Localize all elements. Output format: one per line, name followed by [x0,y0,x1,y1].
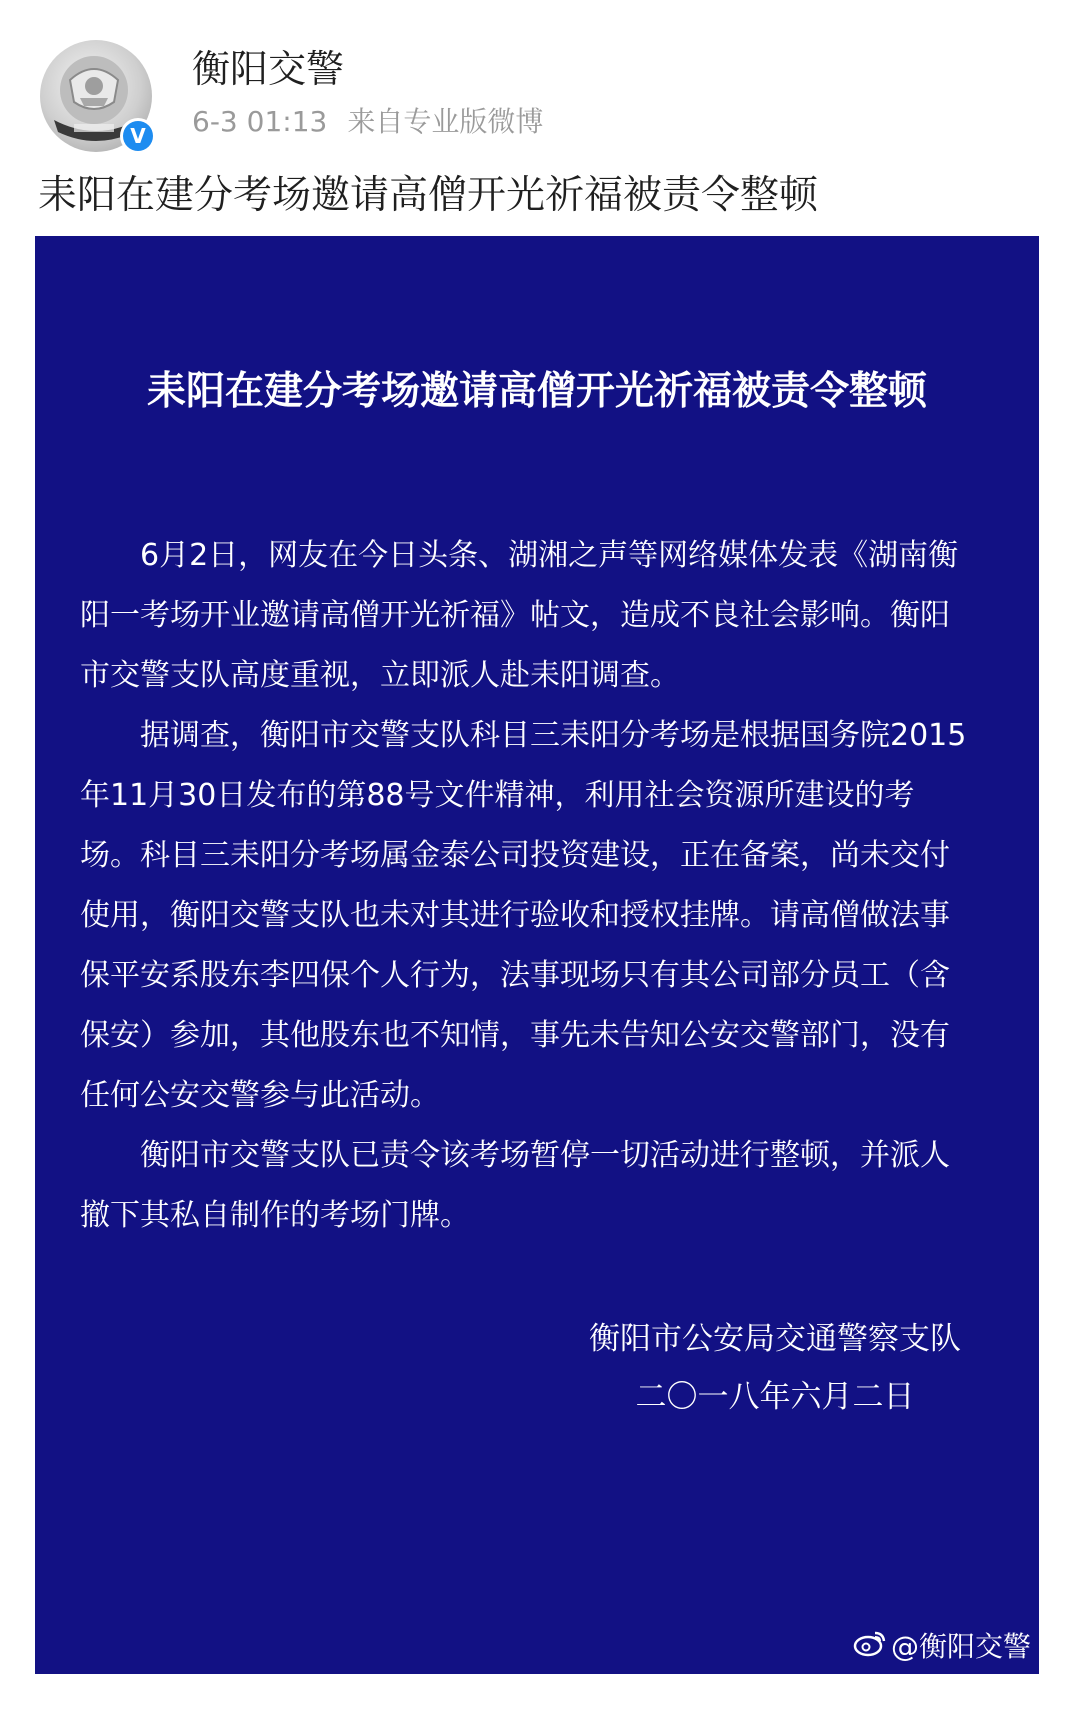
notice-paragraph: 6月2日，网友在今日头条、湖湘之声等网络媒体发表《湖南衡阳一考场开业邀请高僧开光祈福》帖文，造成不良社会影响。衡阳市交警支队高度重视，立即派人赴耒阳调查。 [80,538,959,693]
post-source: 来自专业版微博 [347,105,544,138]
signature-org: 衡阳市公安局交通警察支队 [589,1321,961,1357]
notice-title: 耒阳在建分考场邀请高僧开光祈福被责令整顿 [146,369,927,414]
post-text: 耒阳在建分考场邀请高僧开光祈福被责令整顿 [38,173,819,218]
weibo-icon [853,1628,887,1668]
post-header [40,40,1040,160]
notice-paragraph: 衡阳市交警支队已责令该考场暂停一切活动进行整顿，并派人撤下其私自制作的考场门牌。 [80,1138,950,1233]
post-meta [192,100,543,144]
account-name[interactable]: 衡阳交警 [192,47,345,91]
post-timestamp: 6-3 01:13 [192,105,328,138]
notice-image[interactable] [35,236,1039,1674]
signature-date: 二〇一八年六月二日 [635,1379,915,1415]
notice-paragraph: 据调查，衡阳市交警支队科目三耒阳分考场是根据国务院2015年11月30日发布的第88号文件精神，利用社会资源所建设的考场。科目三耒阳分考场属金泰公司投资建设，正在备案，尚未交付使用，衡阳交警支队也未对其进行验收和授权挂牌。请高僧做法事保平安系股东李四保个人行为，法事现场只有其公司部分员工（含保安）参加，其他股东也不知情，事先未告知公安交警部门，没有任何公安交警参与此活动。 [80,718,967,1113]
watermark-text: @衡阳交警 [890,1630,1031,1663]
notice-signature [589,1310,961,1426]
verified-badge [120,118,156,154]
notice-body [80,526,970,1246]
watermark [853,1627,1031,1668]
verified-v-icon: V [123,121,153,151]
